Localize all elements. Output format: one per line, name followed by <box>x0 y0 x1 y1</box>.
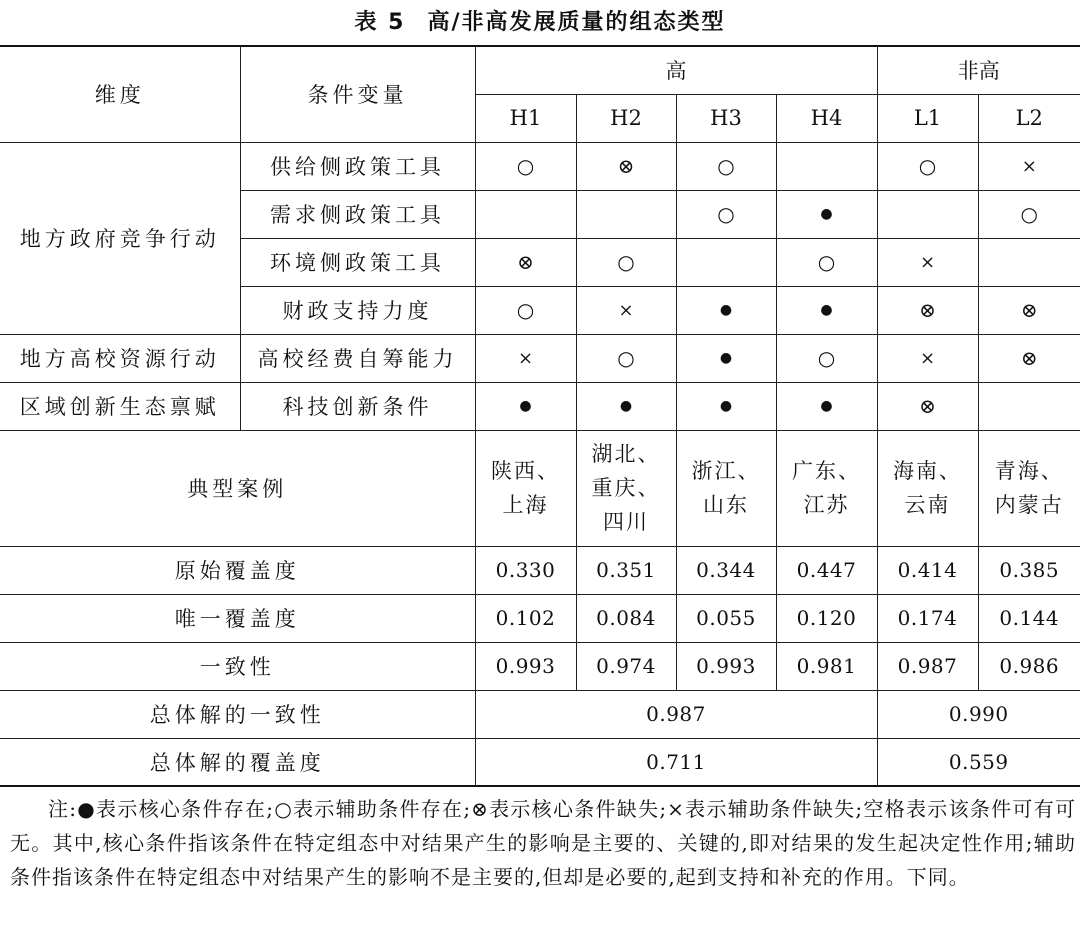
header-dimension: 维度 <box>0 46 240 142</box>
table-number: 表 5 <box>354 10 406 35</box>
overall-high-value: 0.987 <box>475 690 877 738</box>
metric-label: 原始覆盖度 <box>0 546 475 594</box>
metric-value: 0.986 <box>978 642 1080 690</box>
dimension-cell: 地方高校资源行动 <box>0 334 240 382</box>
symbol-cell: ○ <box>676 142 776 190</box>
symbol-cell: ⊗ <box>978 286 1080 334</box>
condition-cell: 供给侧政策工具 <box>240 142 475 190</box>
symbol-cell: × <box>877 238 978 286</box>
symbol-cell <box>576 190 676 238</box>
symbol-cell: ○ <box>576 334 676 382</box>
metric-row <box>0 546 1080 594</box>
case-line: 海南、 <box>893 459 962 483</box>
header-config: H1 <box>475 94 576 142</box>
metric-value: 0.174 <box>877 594 978 642</box>
metric-label: 唯一覆盖度 <box>0 594 475 642</box>
metric-value: 0.993 <box>676 642 776 690</box>
symbol-cell: × <box>576 286 676 334</box>
metric-row <box>0 642 1080 690</box>
table-title <box>0 6 1080 40</box>
metric-value: 0.414 <box>877 546 978 594</box>
metric-value: 0.330 <box>475 546 576 594</box>
case-line: 四川 <box>603 510 649 534</box>
symbol-cell: ● <box>776 190 877 238</box>
condition-cell: 需求侧政策工具 <box>240 190 475 238</box>
metric-value: 0.055 <box>676 594 776 642</box>
case-line: 云南 <box>904 493 951 517</box>
symbol-cell: ⊗ <box>877 286 978 334</box>
cases-row <box>0 430 1080 546</box>
condition-cell: 环境侧政策工具 <box>240 238 475 286</box>
header-row-1 <box>0 46 1080 94</box>
case-line: 重庆、 <box>591 476 661 500</box>
case-line: 江苏 <box>803 493 850 517</box>
symbol-cell: ○ <box>576 238 676 286</box>
table-row <box>0 334 1080 382</box>
case-cell <box>978 430 1080 546</box>
symbol-cell: ○ <box>776 334 877 382</box>
table-row <box>0 142 1080 190</box>
symbol-cell: × <box>877 334 978 382</box>
metric-value: 0.993 <box>475 642 576 690</box>
symbol-cell: ● <box>676 286 776 334</box>
case-line: 陕西、 <box>491 459 560 483</box>
case-cell <box>776 430 877 546</box>
symbol-cell: ○ <box>776 238 877 286</box>
case-line: 上海 <box>502 493 549 517</box>
symbol-cell: ● <box>776 382 877 430</box>
overall-row <box>0 690 1080 738</box>
symbol-cell: ○ <box>475 142 576 190</box>
symbol-cell: ● <box>776 286 877 334</box>
symbol-cell <box>475 190 576 238</box>
case-cell <box>676 430 776 546</box>
header-config: H3 <box>676 94 776 142</box>
metric-value: 0.102 <box>475 594 576 642</box>
metric-value: 0.144 <box>978 594 1080 642</box>
condition-cell: 财政支持力度 <box>240 286 475 334</box>
header-group-nonhigh: 非高 <box>877 46 1080 94</box>
header-config: L1 <box>877 94 978 142</box>
overall-high-value: 0.711 <box>475 738 877 786</box>
overall-row <box>0 738 1080 786</box>
symbol-cell: ⊗ <box>475 238 576 286</box>
header-config: H4 <box>776 94 877 142</box>
metric-value: 0.084 <box>576 594 676 642</box>
case-line: 浙江、 <box>691 459 761 483</box>
metric-value: 0.351 <box>576 546 676 594</box>
symbol-cell: ○ <box>877 142 978 190</box>
case-line: 山东 <box>703 493 749 517</box>
symbol-cell: ○ <box>676 190 776 238</box>
symbol-cell: ○ <box>978 190 1080 238</box>
configuration-table <box>0 45 1080 787</box>
metric-label: 一致性 <box>0 642 475 690</box>
metric-value: 0.385 <box>978 546 1080 594</box>
case-line: 广东、 <box>792 459 861 483</box>
header-group-high: 高 <box>475 46 877 94</box>
overall-label: 总体解的一致性 <box>0 690 475 738</box>
header-config: L2 <box>978 94 1080 142</box>
symbol-cell: × <box>475 334 576 382</box>
symbol-cell: ⊗ <box>877 382 978 430</box>
symbol-cell: ● <box>676 382 776 430</box>
symbol-cell <box>676 238 776 286</box>
symbol-cell <box>978 382 1080 430</box>
dimension-cell: 地方政府竞争行动 <box>0 142 240 334</box>
condition-cell: 高校经费自筹能力 <box>240 334 475 382</box>
condition-cell: 科技创新条件 <box>240 382 475 430</box>
symbol-cell <box>776 142 877 190</box>
overall-nonhigh-value: 0.990 <box>877 690 1080 738</box>
overall-nonhigh-value: 0.559 <box>877 738 1080 786</box>
symbol-cell: ● <box>576 382 676 430</box>
metric-value: 0.974 <box>576 642 676 690</box>
case-cell <box>576 430 676 546</box>
case-line: 内蒙古 <box>994 493 1064 517</box>
metric-value: 0.120 <box>776 594 877 642</box>
symbol-cell: × <box>978 142 1080 190</box>
header-config: H2 <box>576 94 676 142</box>
cases-label: 典型案例 <box>0 430 475 546</box>
metric-value: 0.344 <box>676 546 776 594</box>
dimension-cell: 区域创新生态禀赋 <box>0 382 240 430</box>
symbol-cell: ⊗ <box>576 142 676 190</box>
symbol-cell <box>978 238 1080 286</box>
overall-label: 总体解的覆盖度 <box>0 738 475 786</box>
table-caption: 高/非高发展质量的组态类型 <box>427 10 726 35</box>
symbol-cell <box>877 190 978 238</box>
metric-value: 0.987 <box>877 642 978 690</box>
metric-value: 0.981 <box>776 642 877 690</box>
header-condition: 条件变量 <box>240 46 475 142</box>
symbol-cell: ● <box>676 334 776 382</box>
case-cell <box>877 430 978 546</box>
case-line: 青海、 <box>994 459 1064 483</box>
metric-row <box>0 594 1080 642</box>
symbol-cell: ● <box>475 382 576 430</box>
symbol-cell: ○ <box>475 286 576 334</box>
table-note: 注:●表示核心条件存在;○表示辅助条件存在;⊗表示核心条件缺失;×表示辅助条件缺失;空格表示该条件可有可无。其中,核心条件指该条件在特定组态中对结果产生的影响是主要的、关键的,即对结果的发生起决定性作用;辅助条件指该条件在特定组态中对结果产生的影响不是主要的,但却是必要的,起到支持和补充的作用。下同。 <box>10 797 1076 889</box>
case-line: 湖北、 <box>591 442 661 466</box>
metric-value: 0.447 <box>776 546 877 594</box>
symbol-cell: ⊗ <box>978 334 1080 382</box>
table-row <box>0 382 1080 430</box>
case-cell <box>475 430 576 546</box>
